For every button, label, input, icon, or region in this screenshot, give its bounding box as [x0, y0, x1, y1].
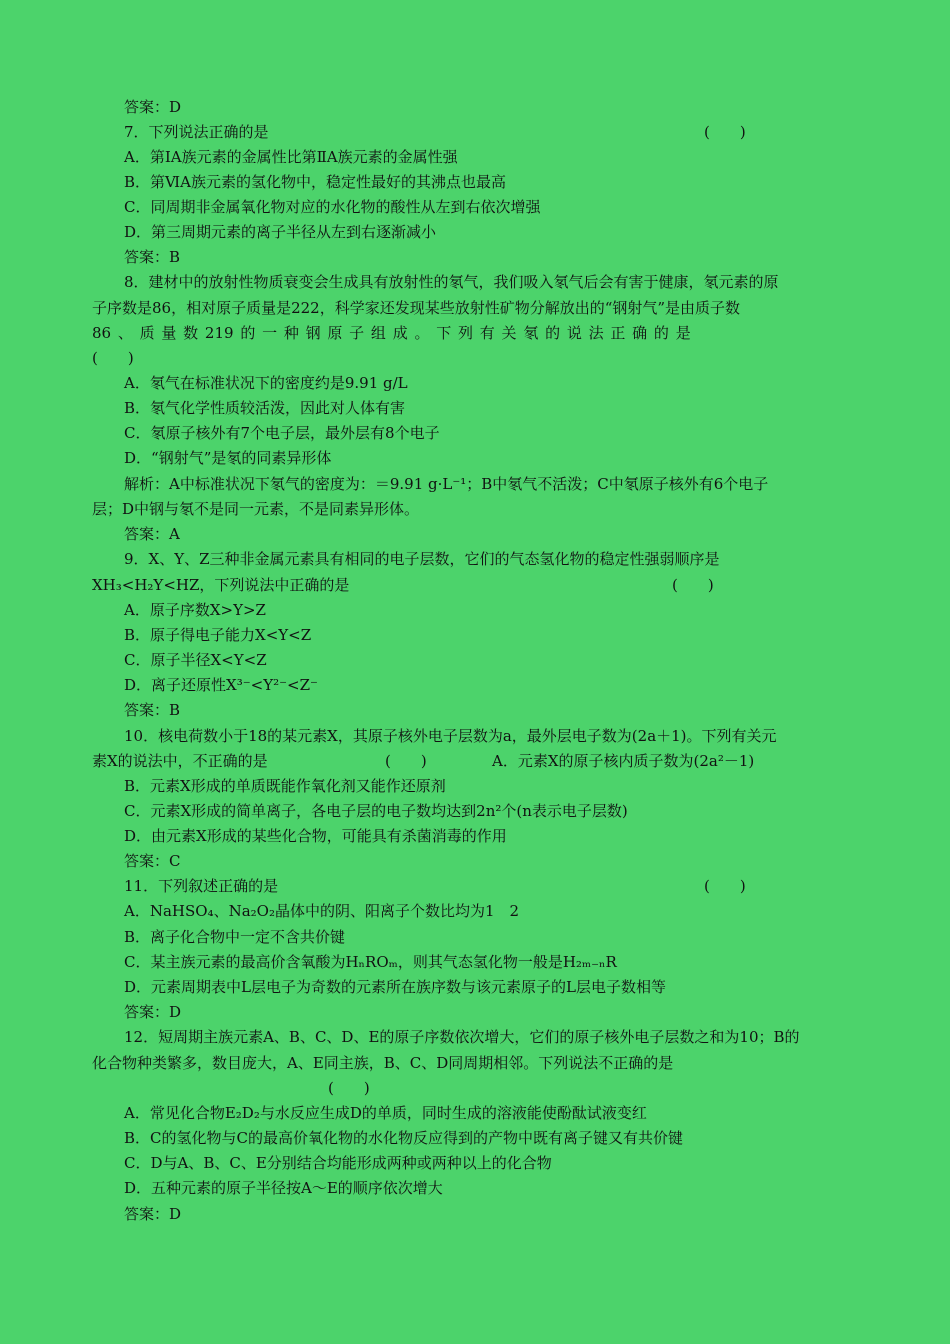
q12-option-a: A．常见化合物E₂D₂与水反应生成D的单质，同时生成的溶液能使酚酞试液变红 — [124, 1104, 647, 1122]
q11-option-a: A．NaHSO₄、Na₂O₂晶体中的阴、阳离子个数比均为1 2 — [124, 902, 520, 920]
q7-option-d: D．第三周期元素的离子半径从左到右逐渐减小 — [124, 223, 437, 241]
q9-stem-line-2: XH₃<H₂Y<HZ，下列说法中正确的是 — [92, 576, 350, 594]
q8-option-a: A．氡气在标准状况下的密度约是9.91 g/L — [124, 374, 408, 392]
answer-11: 答案：D — [124, 1003, 182, 1021]
q9-option-a: A．原子序数X>Y>Z — [124, 601, 266, 619]
q7-option-c: C．同周期非金属氧化物对应的水化物的酸性从左到右依次增强 — [124, 198, 541, 216]
q12-stem-line-1: 12．短周期主族元素A、B、C、D、E的原子序数依次增大，它们的原子核外电子层数之和为10；B的 — [124, 1028, 800, 1046]
q8-stem-line-2: 子序数是86，相对原子质量是222，科学家还发现某些放射性矿物分解放出的“钢射气”是由质子数 — [92, 299, 741, 317]
q7-blank: ( ) — [704, 123, 746, 141]
q10-stem-line-2: 素X的说法中，不正确的是 — [92, 752, 268, 770]
q10-option-a: A．元素X的原子核内质子数为(2a²－1) — [492, 752, 755, 770]
q11-option-b: B．离子化合物中一定不含共价键 — [124, 928, 346, 946]
q12-blank: ( ) — [328, 1079, 370, 1097]
q12-stem-line-2: 化合物种类繁多，数目庞大，A、E同主族，B、C、D同周期相邻。下列说法不正确的是 — [92, 1054, 674, 1072]
q10-option-c: C．元素X形成的简单离子，各电子层的电子数均达到2n²个(n表示电子层数) — [124, 802, 628, 820]
q7-option-a: A．第ⅠA族元素的金属性比第ⅡA族元素的金属性强 — [124, 148, 458, 166]
q11-blank: ( ) — [704, 877, 746, 895]
q8-blank: ( ) — [92, 349, 134, 367]
q11-stem: 11．下列叙述正确的是 — [124, 877, 279, 895]
q10-option-d: D．由元素X形成的某些化合物，可能具有杀菌消毒的作用 — [124, 827, 507, 845]
q7-option-b: B．第ⅥA族元素的氢化物中，稳定性最好的其沸点也最高 — [124, 173, 506, 191]
answer-6: 答案：D — [124, 98, 182, 116]
q10-stem-line-1: 10．核电荷数小于18的某元素X，其原子核外电子层数为a，最外层电子数为(2a＋1)。下列有关元 — [124, 727, 777, 745]
answer-9: 答案：B — [124, 701, 181, 719]
q8-option-b: B．氡气化学性质较活泼，因此对人体有害 — [124, 399, 406, 417]
q9-option-d: D．离子还原性X³⁻<Y²⁻<Z⁻ — [124, 676, 318, 694]
q12-option-d: D．五种元素的原子半径按A～E的顺序依次增大 — [124, 1179, 443, 1197]
q11-option-d: D．元素周期表中L层电子为奇数的元素所在族序数与该元素原子的L层电子数相等 — [124, 978, 666, 996]
q9-option-c: C．原子半径X<Y<Z — [124, 651, 267, 669]
answer-10: 答案：C — [124, 852, 181, 870]
q12-option-b: B．C的氢化物与C的最高价氧化物的水化物反应得到的产物中既有离子键又有共价键 — [124, 1129, 683, 1147]
q12-option-c: C．D与A、B、C、E分别结合均能形成两种或两种以上的化合物 — [124, 1154, 552, 1172]
q10-blank: ( ) — [385, 752, 427, 770]
q11-option-c: C．某主族元素的最高价含氧酸为HₙROₘ，则其气态氢化物一般是H₂ₘ₋ₙR — [124, 953, 617, 971]
q10-option-b: B．元素X形成的单质既能作氧化剂又能作还原剂 — [124, 777, 446, 795]
q9-stem-line-1: 9．X、Y、Z三种非金属元素具有相同的电子层数，它们的气态氢化物的稳定性强弱顺序是 — [124, 550, 720, 568]
q8-option-c: C．氡原子核外有7个电子层，最外层有8个电子 — [124, 424, 440, 442]
answer-7: 答案：B — [124, 248, 181, 266]
answer-8: 答案：A — [124, 525, 180, 543]
q8-analysis-line-1: 解析：A中标准状况下氡气的密度为：＝9.91 g·L⁻¹；B中氡气不活泼；C中氡原子核外有6个电子 — [124, 475, 769, 493]
q8-analysis-line-2: 层；D中钢与氡不是同一元素，不是同素异形体。 — [92, 500, 420, 518]
q9-option-b: B．原子得电子能力X<Y<Z — [124, 626, 312, 644]
q8-option-d: D．“钢射气”是氡的同素异形体 — [124, 449, 332, 467]
q8-stem-line-3: 86 、 质 量 数 219 的 一 种 钢 原 子 组 成 。 下 列 有 关 氡 的 说 法 正 确 的 是 — [92, 324, 691, 342]
q9-blank: ( ) — [672, 576, 714, 594]
q7-stem: 7．下列说法正确的是 — [124, 123, 269, 141]
answer-12: 答案：D — [124, 1205, 182, 1223]
q8-stem-line-1: 8．建材中的放射性物质衰变会生成具有放射性的氡气，我们吸入氡气后会有害于健康，氡元素的原 — [124, 273, 779, 291]
